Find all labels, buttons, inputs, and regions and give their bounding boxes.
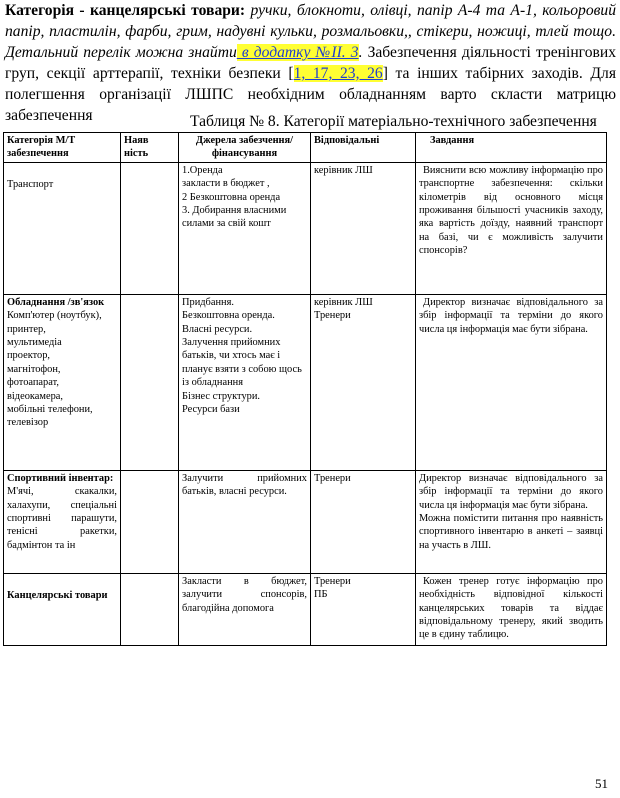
paragraph-two-end: ] та інших табірних заходів. Для полегшення організації ЛШПС необхідним обладнанням варто скласти матрицю забезпечення <box>5 65 617 124</box>
table-row <box>4 573 607 645</box>
tasks-cell: Кожен тренер готує інформацію про необхідність відповідної кількості канцелярських товарів та віддає відповідальному тренеру, який зводить це в єдину таблицю. <box>416 573 607 645</box>
header-category: Категорія М/Т забезпечення <box>4 133 121 163</box>
header-availability: Наяв ність <box>121 133 179 163</box>
sources-cell: Придбання. Безкоштовна оренда. Власні ресурси. Залучення прийомних батьків, чи хтось має і планує взяти з собою щось із обладнання Бізнес структури. Ресурси бази <box>179 294 311 470</box>
category-title: Канцелярські товари <box>7 589 108 601</box>
category-items: ручки, блокноти, олівці, папір А-4 та А-1, кольоровий папір, пластилін, фарби, грим, надувні кульки, розмальовки,, стікери, ножиці, тлей тощо. Детальний перелік можна знайти <box>5 2 616 61</box>
category-text: М'ячі, скакалки, халахупи, спеціальні спортивні парашути, тенісні ракетки, бадмінтон та ін <box>7 486 117 551</box>
sources-cell: 1.Оренда закласти в бюджет , 2 Безкоштовна оренда 3. Добирання власними силами за свій кошт <box>179 162 311 294</box>
tasks-cell: Директор визначає відповідального за збір інформації та терміни до якого числа ця інформація має бути зібрана. Можна помістити питання про наявність спортивного інвентарю в анкеті – заявці на участь в ЛШ. <box>416 470 607 573</box>
header-responsible: Відповідальні <box>311 133 416 163</box>
availability-cell <box>121 470 179 573</box>
intro-paragraph <box>5 0 616 126</box>
table-caption: Таблиця № 8. Категорії матеріально-технічного забезпечення <box>190 113 597 130</box>
paragraph-two-start: Забезпечення діяльності тренінгових груп, секції арттерапії, техніки безпеки [ <box>5 44 616 82</box>
header-sources: Джерела забезчення/ фінансування <box>179 133 311 163</box>
table-row <box>4 162 607 294</box>
category-cell <box>4 573 121 645</box>
category-text: Транспорт <box>7 178 54 190</box>
table-row <box>4 294 607 470</box>
availability-cell <box>121 294 179 470</box>
category-title: Обладнання /зв'язок <box>7 296 105 308</box>
header-tasks: Завдання <box>416 133 607 163</box>
supply-matrix-table <box>3 132 607 646</box>
responsible-cell: Тренери <box>311 470 416 573</box>
category-text: Комп'ютер (ноутбук), принтер, мультимедіа проектор, магнітофон, фотоапарат, відеокамера, мобільні телефони, телевізор <box>7 310 102 429</box>
citation-links[interactable]: 1, 17, 23, 26 <box>293 65 383 82</box>
tasks-cell: Директор визначає відповідального за збір інформації та терміни до якого числа ця інформація має бути зібрана. <box>416 294 607 470</box>
category-cell <box>4 470 121 573</box>
category-cell <box>4 294 121 470</box>
table-row <box>4 470 607 573</box>
ref-end: . <box>358 44 363 61</box>
table-header-row <box>4 133 607 163</box>
sources-cell: Закласти в бюджет, залучити спонсорів, благодійна допомога <box>179 573 311 645</box>
tasks-cell: Вияснити всю можливу інформацію про транспортне забезпечення: скільки кілометрів від основного місця проживання більшості учасників заходу, яка вартість доїзду, наявний транспорт на базі, чи є можливість залучити спонсорів? <box>416 162 607 294</box>
category-cell <box>4 162 121 294</box>
category-label: Категорія - канцелярські товари: <box>5 2 246 19</box>
responsible-cell: керівник ЛШ <box>311 162 416 294</box>
responsible-cell: Тренери ПБ <box>311 573 416 645</box>
sources-cell: Залучити прийомних батьків, власні ресурси. <box>179 470 311 573</box>
availability-cell <box>121 162 179 294</box>
page-number: 51 <box>595 776 608 791</box>
appendix-link[interactable]: в додатку №II. 3 <box>236 44 359 61</box>
availability-cell <box>121 573 179 645</box>
category-title: Спортивний інвентар: <box>7 472 114 484</box>
responsible-cell: керівник ЛШ Тренери <box>311 294 416 470</box>
